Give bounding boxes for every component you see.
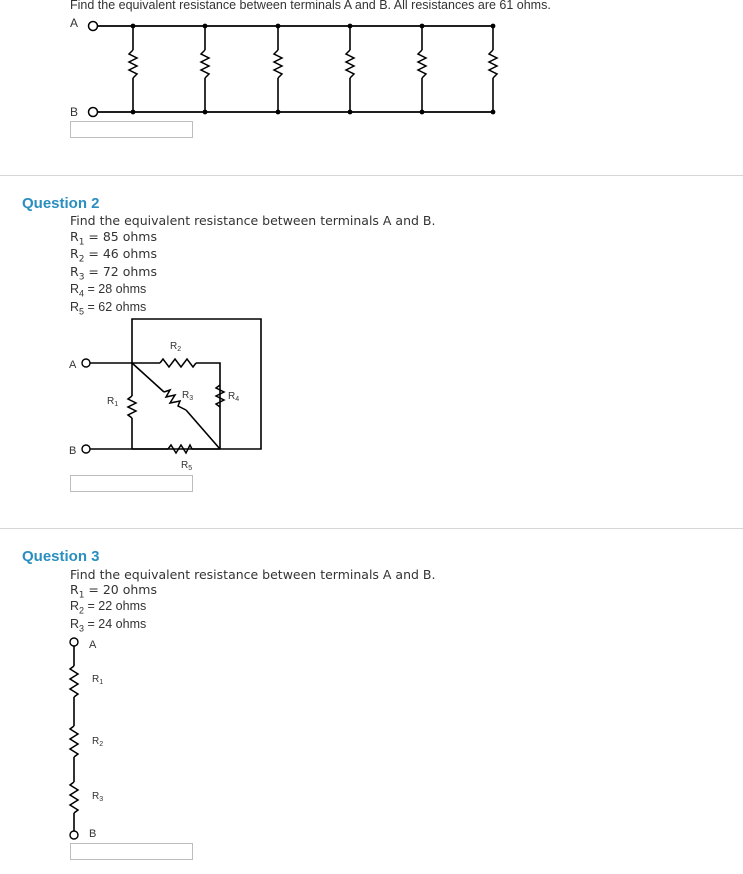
q3-r3-line: [70, 617, 146, 634]
q3-r2-line: [70, 599, 146, 616]
q1-resistor-2: [201, 24, 209, 115]
separator: [0, 175, 743, 176]
q1-prompt: Find the equivalent resistance between terminals A and B. All resistances are 61 ohms.: [70, 0, 551, 12]
q3-answer-input[interactable]: [70, 843, 193, 860]
q2-prompt: Find the equivalent resistance between terminals A and B.: [70, 213, 436, 228]
q2-r3-sub: 3: [78, 272, 85, 283]
q3-r3-value: = 24 ohms: [84, 617, 147, 631]
q2-r5-diagram-label: $R_5$: [181, 460, 193, 472]
q2-circuit-diagram: [60, 318, 270, 473]
q2-r5-value: = 62 ohms: [84, 300, 147, 314]
q2-r4-diagram-label: $R_4$: [228, 391, 240, 403]
q2-answer-input[interactable]: [70, 475, 193, 492]
q2-r1-label: R: [70, 229, 79, 244]
q1-terminal-b: [89, 108, 98, 117]
q3-terminal-b: [70, 831, 78, 839]
q2-r2-value: = 46 ohms: [84, 246, 157, 261]
q2-r3-line: [70, 264, 157, 283]
q3-r2-label: R: [70, 599, 80, 613]
q3-title: Question 3: [22, 548, 100, 565]
q1-resistor-3: [274, 24, 282, 115]
q3-r3-resistor: [70, 782, 78, 813]
q2-terminal-b: [82, 445, 90, 453]
q3-r2-sub: 2: [79, 605, 85, 616]
q1-circuit-diagram: [60, 14, 510, 120]
q2-terminal-a-label: A: [69, 359, 77, 371]
q3-terminal-a-label: A: [89, 639, 97, 651]
q3-r1-resistor: [70, 666, 78, 697]
q2-r4-label: R: [70, 282, 80, 296]
q2-r2-diagram-label: $R_2$: [170, 341, 182, 353]
q2-r2-line: [70, 246, 157, 265]
q3-r1-label: R: [70, 582, 79, 597]
q1-terminal-b-label: B: [70, 105, 79, 119]
q3-prompt: Find the equivalent resistance between terminals A and B.: [70, 567, 436, 582]
q3-r1-value: = 20 ohms: [84, 582, 157, 597]
q1-resistor-1: [129, 24, 137, 115]
q1-resistor-6: [489, 24, 497, 115]
q3-r2-resistor: [70, 726, 78, 757]
q3-circuit-diagram: [64, 636, 124, 842]
q3-r3-diagram-label: $R_3$: [92, 791, 104, 803]
q2-r2-resistor: [160, 359, 196, 367]
q2-r4-value: = 28 ohms: [84, 282, 147, 296]
q3-terminal-b-label: B: [89, 828, 97, 840]
q1-terminal-a: [89, 22, 98, 31]
q1-answer-input[interactable]: [70, 121, 193, 138]
q3-r1-line: [70, 582, 157, 601]
q3-r1-sub: 1: [78, 590, 85, 601]
q2-r1-diagram-label: $R_1$: [107, 396, 119, 408]
q2-r1-resistor: [128, 396, 136, 418]
q2-r5-line: [70, 300, 146, 317]
q2-r5-sub: 5: [79, 306, 85, 317]
q2-r4-sub: 4: [79, 288, 85, 299]
q2-r2-sub: 2: [78, 254, 85, 265]
q3-r2-value: = 22 ohms: [84, 599, 147, 613]
q2-r1-line: [70, 229, 157, 248]
q2-terminal-b-label: B: [69, 445, 77, 457]
q3-terminal-a: [70, 638, 78, 646]
q3-r3-sub: 3: [79, 623, 85, 634]
q2-r2-label: R: [70, 246, 79, 261]
q3-r3-label: R: [70, 617, 80, 631]
q1-terminal-a-label: A: [70, 16, 79, 30]
q2-terminal-a: [82, 359, 90, 367]
q2-r3-label: R: [70, 264, 79, 279]
q3-r1-diagram-label: $R_1$: [92, 674, 104, 686]
q1-resistor-5: [418, 24, 426, 115]
q2-title: Question 2: [22, 195, 100, 212]
q2-r5-label: R: [70, 300, 80, 314]
q3-r2-diagram-label: $R_2$: [92, 736, 104, 748]
q2-r1-sub: 1: [78, 237, 85, 248]
q2-r4-line: [70, 282, 146, 299]
q2-r3-value: = 72 ohms: [84, 264, 157, 279]
q2-r3-diagram-label: $R_3$: [182, 390, 194, 402]
separator: [0, 528, 743, 529]
q1-resistor-4: [346, 24, 354, 115]
q2-r1-value: = 85 ohms: [84, 229, 157, 244]
